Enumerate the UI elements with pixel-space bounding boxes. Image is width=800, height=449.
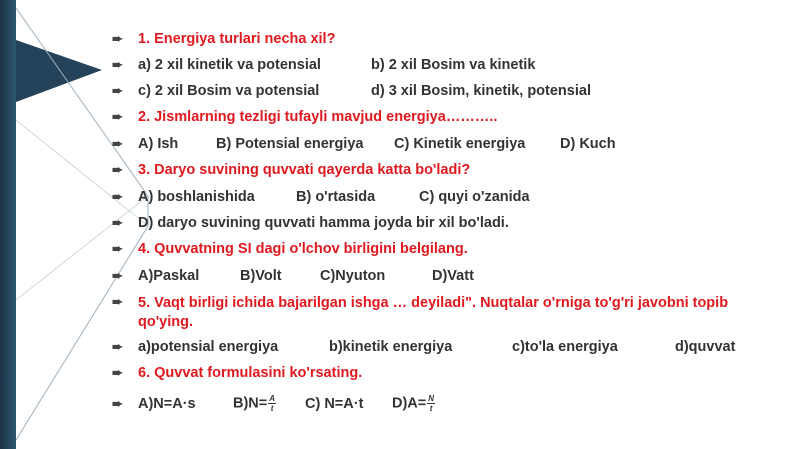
option-c: C) N=A·t [305,395,364,412]
fraction-denominator: t [429,404,433,413]
question-text: 6. Quvvat formulasini ko'rsating. [138,365,363,381]
question-3 [112,162,470,178]
option-a: a) 2 xil kinetik va potensial [138,57,321,73]
arrow-bullet-icon: ➨ [112,365,123,380]
option-b: B)Volt [240,268,282,284]
fraction-numerator: N [428,394,435,403]
option-b: B) Potensial energiya [216,136,364,152]
option-d: d)quvvat [675,339,736,355]
arrow-bullet-icon: ➨ [112,215,123,230]
arrow-bullet-icon: ➨ [112,339,123,354]
question-1 [112,31,335,47]
option-d: d) 3 xil Bosim, kinetik, potensial [371,83,591,99]
option-d: D)Vatt [432,268,474,284]
option-a: A) boshlanishida [138,189,255,205]
fraction-n-over-t [427,394,435,413]
option-a: A)Paskal [138,268,200,284]
arrow-bullet-icon: ➨ [112,109,123,124]
option-c: C) quyi o'zanida [419,189,530,205]
option-b: B) o'rtasida [296,189,376,205]
arrow-bullet-icon: ➨ [112,31,123,46]
fraction-denominator: t [270,404,274,413]
options-3a [112,189,530,205]
question-text: 2. Jismlarning tezligi tufayli mavjud energiya……….. [138,109,498,125]
option-b-text: B)N= [233,395,268,412]
option-b: b) 2 xil Bosim va kinetik [371,57,536,73]
option-c: C)Nyuton [320,268,386,284]
question-4 [112,241,468,257]
option-a: A)N=A·s [138,395,196,412]
question-text: 5. Vaqt birligi ichida bajarilgan ishga … deyiladi". Nuqtalar o'rniga to'g'ri javobni topib qo'ying. [138,295,729,330]
options-3b [112,215,509,231]
arrow-bullet-icon: ➨ [112,83,123,98]
option-d: D) daryo suvining quvvati hamma joyda bir xil bo'ladi. [138,215,509,231]
arrow-bullet-icon: ➨ [112,136,123,151]
arrow-bullet-icon: ➨ [112,294,123,309]
option-c: c)to'la energiya [512,339,618,355]
arrow-bullet-icon: ➨ [112,57,123,72]
options-1a [112,57,535,73]
question-6 [112,365,362,381]
option-d: D) Kuch [560,136,616,152]
option-a: a)potensial energiya [138,339,279,355]
fraction-a-over-t [268,394,276,413]
option-b: b)kinetik energiya [329,339,453,355]
arrow-bullet-icon: ➨ [112,268,123,283]
options-1b [112,83,591,99]
question-5 [112,294,738,332]
option-d-text: D)A= [392,395,427,412]
arrow-bullet-icon: ➨ [112,189,123,204]
options-5 [112,339,735,355]
question-text: 4. Quvvatning SI dagi o'lchov birligini belgilang. [138,241,468,257]
options-6 [112,394,435,413]
option-d [392,394,435,413]
options-2 [112,136,616,152]
fraction-numerator: A [269,394,276,403]
question-text: 1. Energiya turlari necha xil? [138,31,336,47]
question-2 [112,109,497,125]
option-a: A) Ish [138,136,179,152]
arrow-bullet-icon: ➨ [112,395,123,411]
arrow-bullet-icon: ➨ [112,241,123,256]
arrow-bullet-icon: ➨ [112,162,123,177]
option-c: C) Kinetik energiya [394,136,526,152]
option-b [233,394,305,413]
option-c: c) 2 xil Bosim va potensial [138,83,320,99]
options-4 [112,268,474,284]
question-text: 3. Daryo suvining quvvati qayerda katta bo'ladi? [138,162,471,178]
